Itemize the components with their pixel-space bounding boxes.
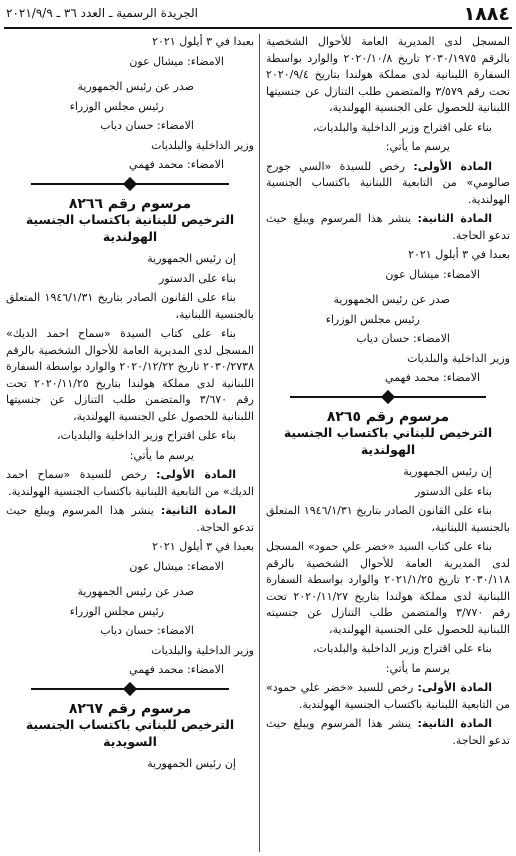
page-number: ١٨٨٤ <box>463 3 510 25</box>
issued-by: صدر عن رئيس الجمهورية <box>77 80 194 93</box>
article-2-label: المادة الثانية: <box>417 717 492 730</box>
article-1 <box>6 467 254 500</box>
decree-number: مرسوم رقم ٨٢٦٦ <box>68 195 192 212</box>
left-column <box>6 34 254 852</box>
issued-by: صدر عن رئيس الجمهورية <box>77 585 194 598</box>
signature-pm: الامضاء: حسان دياب <box>100 624 194 637</box>
section-separator <box>266 391 510 403</box>
signing-date: بعبدا في ٣ أيلول ٢٠٢١ <box>152 35 254 48</box>
decree-title: الترخيص للبناني باكتساب الجنسية الهولندية <box>283 425 493 457</box>
decrees-text: يرسم ما يأتي: <box>385 140 450 153</box>
constitution-line: بناء على الدستور <box>415 484 492 498</box>
signature-minister: الامضاء: محمد فهمي <box>129 663 224 676</box>
section-separator <box>6 683 254 695</box>
president-line: إن رئيس الجمهورية <box>147 252 236 265</box>
decree-number: مرسوم رقم ٨٢٦٧ <box>68 700 192 717</box>
signature-minister: الامضاء: محمد فهمي <box>385 371 480 384</box>
prime-minister-label: رئيس مجلس الوزراء <box>69 99 164 113</box>
signing-date: بعبدا في ٣ أيلول ٢٠٢١ <box>408 248 510 261</box>
prime-minister-label: رئيس مجلس الوزراء <box>325 312 420 326</box>
president-line: إن رئيس الجمهورية <box>147 757 236 770</box>
gazette-title: الجريدة الرسمية ـ العدد ٣٦ ـ ٢٠٢١/٩/٩ <box>6 6 198 20</box>
law-paragraph: بناء على القانون الصادر بتاريخ ١٩٤٦/١/٣١ المتعلق بالجنسية اللبنانية، <box>6 291 254 321</box>
decree-number: مرسوم رقم ٨٢٦٥ <box>326 408 450 425</box>
article-1 <box>266 159 510 209</box>
article-2-label: المادة الثانية: <box>160 504 236 517</box>
signature-president: الامضاء: ميشال عون <box>129 54 224 68</box>
prime-minister-label: رئيس مجلس الوزراء <box>69 604 164 618</box>
article-1 <box>266 680 510 713</box>
letter-paragraph: بناء على كتاب السيدة «سماح احمد الديك» المسجل لدى المديرية العامة للأحوال الشخصية بالرقم ٢٠٣٠/٢٧٣٨ تاريخ ٢٠٢٠/١٢/٢٢ والوارد بواسطة السفارة اللبنانية لدى مملكة هولندا بتاريخ ٢٠٢٠/١١/٢٥ تحت رقم ٣/٦٧٠ والمتضمن طلب التنازل عن جنسيتها اللبنانية للحصول على الجنسية الهولندية، <box>6 327 254 423</box>
proposal-text: بناء على اقتراح وزير الداخلية والبلديات، <box>312 120 492 134</box>
decree-title: الترخيص للبنانية باكتساب الجنسية الهولندية <box>25 212 235 244</box>
article-1-label: المادة الأولى: <box>413 159 492 173</box>
article-2-text: ينشر هذا المرسوم ويبلغ حيث تدعو الحاجة. <box>266 212 510 242</box>
minister-label: وزير الداخلية والبلديات <box>151 643 254 657</box>
article-2-text: ينشر هذا المرسوم ويبلغ حيث تدعو الحاجة. <box>266 717 510 747</box>
decrees-text: يرسم ما يأتي: <box>385 661 450 675</box>
signature-pm: الامضاء: حسان دياب <box>100 119 194 132</box>
president-line: إن رئيس الجمهورية <box>403 465 492 478</box>
proposal-text: بناء على اقتراح وزير الداخلية والبلديات، <box>312 642 492 655</box>
signature-pm: الامضاء: حسان دياب <box>356 332 450 345</box>
signature-president: الامضاء: ميشال عون <box>129 559 224 573</box>
article-2 <box>266 211 510 244</box>
article-1-text: رخص للسيدة «سماح احمد الديك» من التابعية اللبنانية باكتساب الجنسية الهولندية. <box>6 468 254 498</box>
section-separator <box>6 178 254 190</box>
proposal-text: بناء على اقتراح وزير الداخلية والبلديات، <box>56 429 236 442</box>
signature-minister: الامضاء: محمد فهمي <box>129 158 224 171</box>
header-rule <box>4 27 512 29</box>
decrees-text: يرسم ما يأتي: <box>129 448 194 462</box>
signing-date: بعبدا في ٣ أيلول ٢٠٢١ <box>152 540 254 553</box>
minister-label: وزير الداخلية والبلديات <box>407 351 510 365</box>
page-header <box>4 3 512 25</box>
article-2-label: المادة الثانية: <box>417 212 492 225</box>
law-paragraph: بناء على القانون الصادر بتاريخ ١٩٤٦/١/٣١ المتعلق بالجنسية اللبنانية، <box>266 504 510 534</box>
issued-by: صدر عن رئيس الجمهورية <box>333 293 450 306</box>
article-1-label: المادة الأولى: <box>156 468 236 481</box>
letter-paragraph: بناء على كتاب السيد «خضر علي حمود» المسجل لدى المديرية العامة للأحوال الشخصية بالرقم ٢٠٣٠/١١٨ تاريخ ٢٠٢١/١/٢٥ والوارد بواسطة السفارة اللبنانية لدى مملكة هولندا بتاريخ ٢٠٢٠/١١/٢٧ تحت رقم ٣/٧٧٠ والمتضمن طلب التنازل عن جنسيته اللبنانية للحصول على الجنسية الهولندية، <box>266 540 510 636</box>
decree-title: الترخيص للبناني باكتساب الجنسية السويدية <box>25 717 235 749</box>
article-1-label: المادة الأولى: <box>417 681 493 694</box>
article-2-text: ينشر هذا المرسوم ويبلغ حيث تدعو الحاجة. <box>6 504 254 534</box>
intro-paragraph: المسجل لدى المديرية العامة للأحوال الشخصية بالرقم ٢٠٣٠/١٩٧٥ تاريخ ٢٠٢٠/١٠/٨ والوارد بواسطة السفارة اللبنانية لدى مملكة هولندا بتاريخ ٢٠٢٠/٩/٤ تحت رقم ٣/٥٧٩ والمتضمن طلب التنازل عن جنسيتها اللبنانية للحصول على الجنسية الهولندية، <box>266 35 510 114</box>
right-column <box>266 34 510 852</box>
article-2 <box>266 716 510 749</box>
constitution-line: بناء على الدستور <box>159 271 236 285</box>
signature-president: الامضاء: ميشال عون <box>385 267 480 281</box>
minister-label: وزير الداخلية والبلديات <box>151 138 254 152</box>
column-divider <box>259 34 260 852</box>
article-2 <box>6 503 254 536</box>
article-1-text: رخص للسيد «خضر علي حمود» من التابعية اللبنانية باكتساب الجنسية الهولندية. <box>266 681 510 711</box>
article-1-text: رخص للسيدة «السي جورج صالومي» من التابعية اللبنانية باكتساب الجنسية الهولندية. <box>266 159 510 206</box>
